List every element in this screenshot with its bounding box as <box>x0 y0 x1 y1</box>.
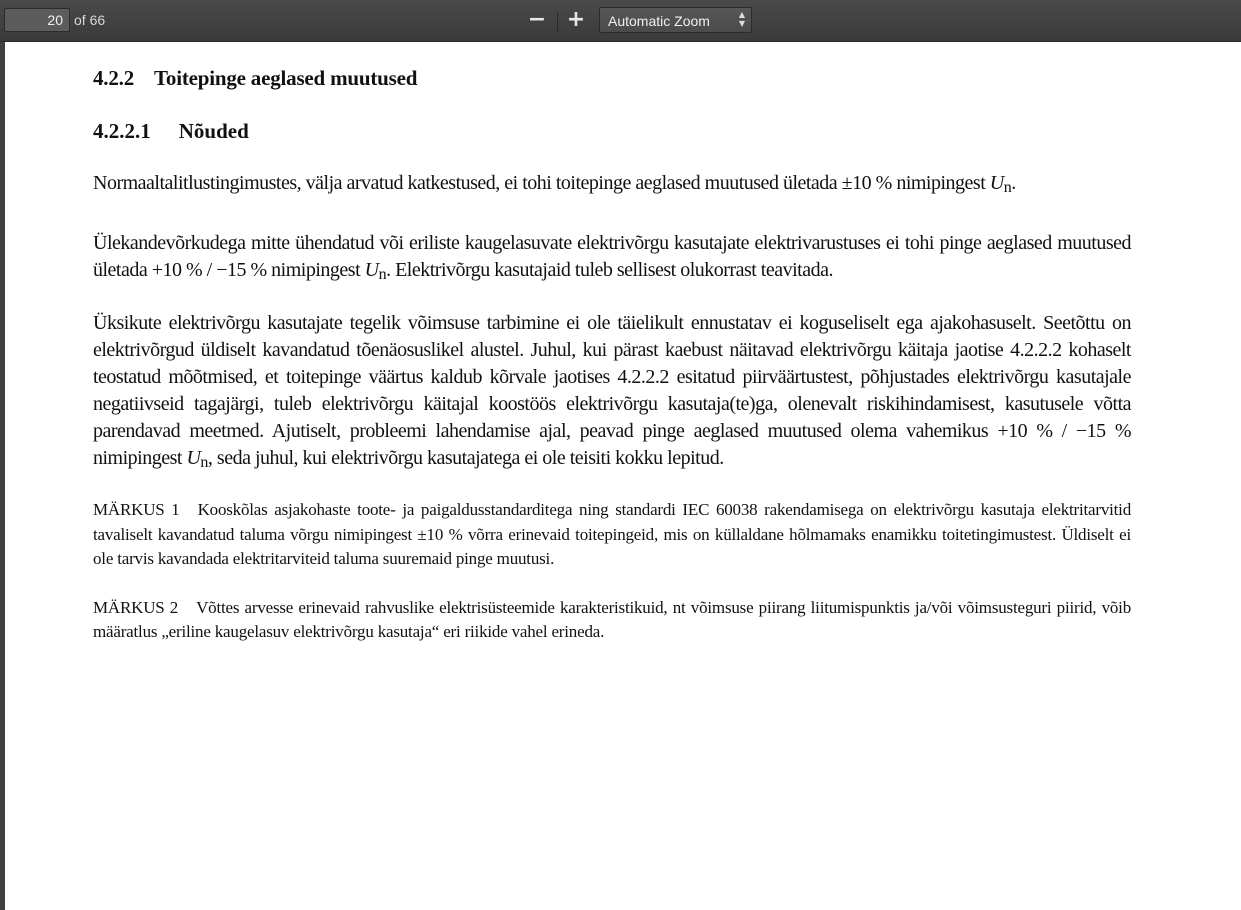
symbol-subscript: n <box>378 266 387 283</box>
page-content <box>93 66 1131 645</box>
symbol-u: U <box>989 172 1004 194</box>
paragraph-1-text: Normaaltalitlustingimustes, välja arvatud katkestused, ei tohi toitepinge aeglased muutused ületada ±10 % nimipingest <box>93 172 990 194</box>
paragraph-1 <box>93 170 1131 197</box>
subsection-number: 4.2.2.1 <box>93 119 151 143</box>
note-2 <box>93 596 1131 645</box>
toolbar-separator <box>557 12 558 32</box>
note-2-label: MÄRKUS 2 <box>93 597 179 617</box>
section-heading <box>93 66 1131 91</box>
paragraph-2-tail: . Elektrivõrgu kasutajaid tuleb sellisest olukorrast teavitada. <box>386 259 833 281</box>
note-1-text: Kooskõlas asjakohaste toote- ja paigaldusstandarditega ning standardi IEC 60038 rakendamisega on elektrivõrgu kasutaja elektritarvitid tavaliselt kavandatud taluma võrgu nimipingest ±10 % võrra erinevaid toitepingeid, mis on küllaldane hõlmamaks enamikku toitetingimustest. Üldiselt ei ole tarvis kavandada elektritarviteid taluma suuremaid pinge muutusi. <box>93 500 1132 568</box>
section-title: Toitepinge aeglased muutused <box>154 66 418 90</box>
symbol-subscript: n <box>200 454 208 471</box>
paragraph-2 <box>93 230 1131 284</box>
note-1 <box>93 498 1131 572</box>
page-number-input[interactable]: 20 <box>4 8 70 32</box>
pdf-toolbar <box>0 0 1241 42</box>
symbol-subscript: n <box>1003 179 1012 196</box>
symbol-u: U <box>186 447 201 469</box>
zoom-out-button[interactable]: − <box>527 7 547 32</box>
paragraph-1-period: . <box>1011 172 1016 194</box>
paragraph-2-text: Ülekandevõrkudega mitte ühendatud või eriliste kaugelasuvate elektrivõrgu kasutajate elektrivarustuses ei tohi pinge aeglased muutused ületada +10 % / −15 % nimipingest <box>93 232 1131 281</box>
section-number: 4.2.2 <box>93 66 135 90</box>
paragraph-3 <box>93 310 1131 472</box>
symbol-u: U <box>364 259 379 281</box>
zoom-in-button[interactable]: + <box>566 7 586 32</box>
subsection-heading <box>93 119 1131 144</box>
paragraph-3-tail: , seda juhul, kui elektrivõrgu kasutajatega ei ole teisiti kokku lepitud. <box>207 447 724 469</box>
zoom-select[interactable] <box>599 7 752 33</box>
select-arrows-icon: ▲ ▼ <box>738 10 745 28</box>
paragraph-3-text: Üksikute elektrivõrgu kasutajate tegelik võimsuse tarbimine ei ole täielikult ennustatav ei koguseliselt ega ajakohasuselt. Seetõttu on elektrivõrgud üldiselt kavandatud tõenäosuslikel alustel. Juhul, kui pärast kaebust näitavad elektrivõrgu käitaja jaotise 4.2.2.2 kohaselt teostatud mõõtmised, et toitepinge väärtus kaldub kõrvale jaotises 4.2.2.2 esitatud piirväärtustest, põhjustades elektrivõrgu kasutajale negatiivseid tagajärgi, tuleb elektrivõrgu käitajal koostöös elektrivõrgu kasutaja(te)ga, olenevalt riskihindamisest, kasutusele võtta parendavad meetmed. Ajutiselt, probleemi lahendamise ajal, peavad pinge aeglased muutused olema vahemikus +10 % / −15 % nimipingest <box>93 312 1131 469</box>
pdf-page <box>5 42 1241 910</box>
page-count-label: of 66 <box>74 12 106 28</box>
subsection-title: Nõuded <box>178 119 249 143</box>
zoom-select-value: Automatic Zoom <box>608 13 710 29</box>
note-2-text: Võttes arvesse erinevaid rahvuslike elektrisüsteemide karakteristikuid, nt võimsuse piirang liitumispunktis ja/või võimsusteguri piirid, võib määratlus „eriline kaugelasuv elektrivõrgu kasutaja“ eri riikide vahel erineda. <box>93 597 1132 641</box>
note-1-label: MÄRKUS 1 <box>93 500 180 519</box>
